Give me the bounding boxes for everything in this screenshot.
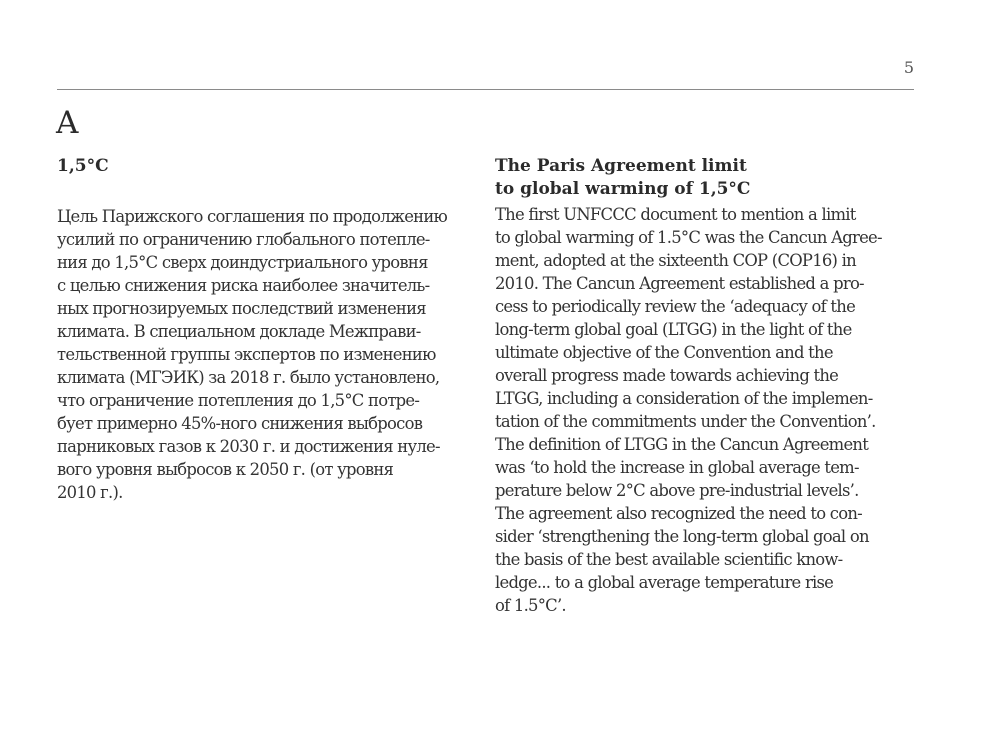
text-line: ultimate objective of the Convention and the: [495, 343, 833, 362]
right-entry-body: [495, 203, 915, 617]
text-line: tation of the commitments under the Convention’.: [495, 412, 876, 431]
text-line: cess to periodically review the ‘adequacy of the: [495, 297, 856, 316]
text-line: ment, adopted at the sixteenth COP (COP16) in: [495, 251, 856, 270]
text-line: ния до 1,5°C сверх доиндустриального уровня: [57, 253, 428, 272]
text-line: the basis of the best available scientific know-: [495, 550, 843, 569]
text-line: климата. В специальном докладе Межправи-: [57, 322, 421, 341]
text-line: Цель Парижского соглашения по продолжению: [57, 207, 448, 226]
text-line: что ограничение потепления до 1,5°C потре-: [57, 391, 420, 410]
text-line: LTGG, including a consideration of the implemen-: [495, 389, 873, 408]
right-column-english: [495, 155, 915, 617]
text-line: overall progress made towards achieving the: [495, 366, 839, 385]
text-line: климата (МГЭИК) за 2018 г. было установлено,: [57, 368, 440, 387]
left-entry-body: [57, 205, 477, 504]
text-line: усилий по ограничению глобального потепле-: [57, 230, 430, 249]
text-line: 2010 г.).: [57, 483, 123, 502]
text-line: was ‘to hold the increase in global average tem-: [495, 458, 859, 477]
page-number: 5: [903, 58, 914, 77]
heading-line: The Paris Agreement limit: [495, 156, 747, 176]
text-line: long-term global goal (LTGG) in the light of the: [495, 320, 852, 339]
text-line: бует примерно 45%-ного снижения выбросов: [57, 414, 423, 433]
text-line: с целью снижения риска наиболее значитель-: [57, 276, 430, 295]
left-entry-heading: 1,5°C: [57, 156, 109, 176]
text-line: вого уровня выбросов к 2050 г. (от уровня: [57, 460, 394, 479]
text-line: The definition of LTGG in the Cancun Agreement: [495, 435, 869, 454]
text-line: ledge... to a global average temperature rise: [495, 573, 834, 592]
text-line: парниковых газов к 2030 г. и достижения нуле-: [57, 437, 440, 456]
right-entry-heading: [495, 155, 915, 201]
text-line: 2010. The Cancun Agreement established a pro-: [495, 274, 864, 293]
heading-line: to global warming of 1,5°C: [495, 179, 751, 199]
text-line: of 1.5°C’.: [495, 596, 566, 615]
text-line: тельственной группы экспертов по изменению: [57, 345, 436, 364]
header-rule: [57, 89, 914, 90]
text-line: ных прогнозируемых последствий изменения: [57, 299, 426, 318]
text-line: sider ‘strengthening the long-term global goal on: [495, 527, 869, 546]
section-letter: A: [56, 105, 79, 141]
text-line: perature below 2°C above pre-industrial levels’.: [495, 481, 859, 500]
text-line: The agreement also recognized the need to con-: [495, 504, 862, 523]
text-line: The first UNFCCC document to mention a limit: [495, 205, 856, 224]
text-line: to global warming of 1.5°C was the Cancun Agree-: [495, 228, 882, 247]
left-column-russian: [57, 155, 477, 504]
